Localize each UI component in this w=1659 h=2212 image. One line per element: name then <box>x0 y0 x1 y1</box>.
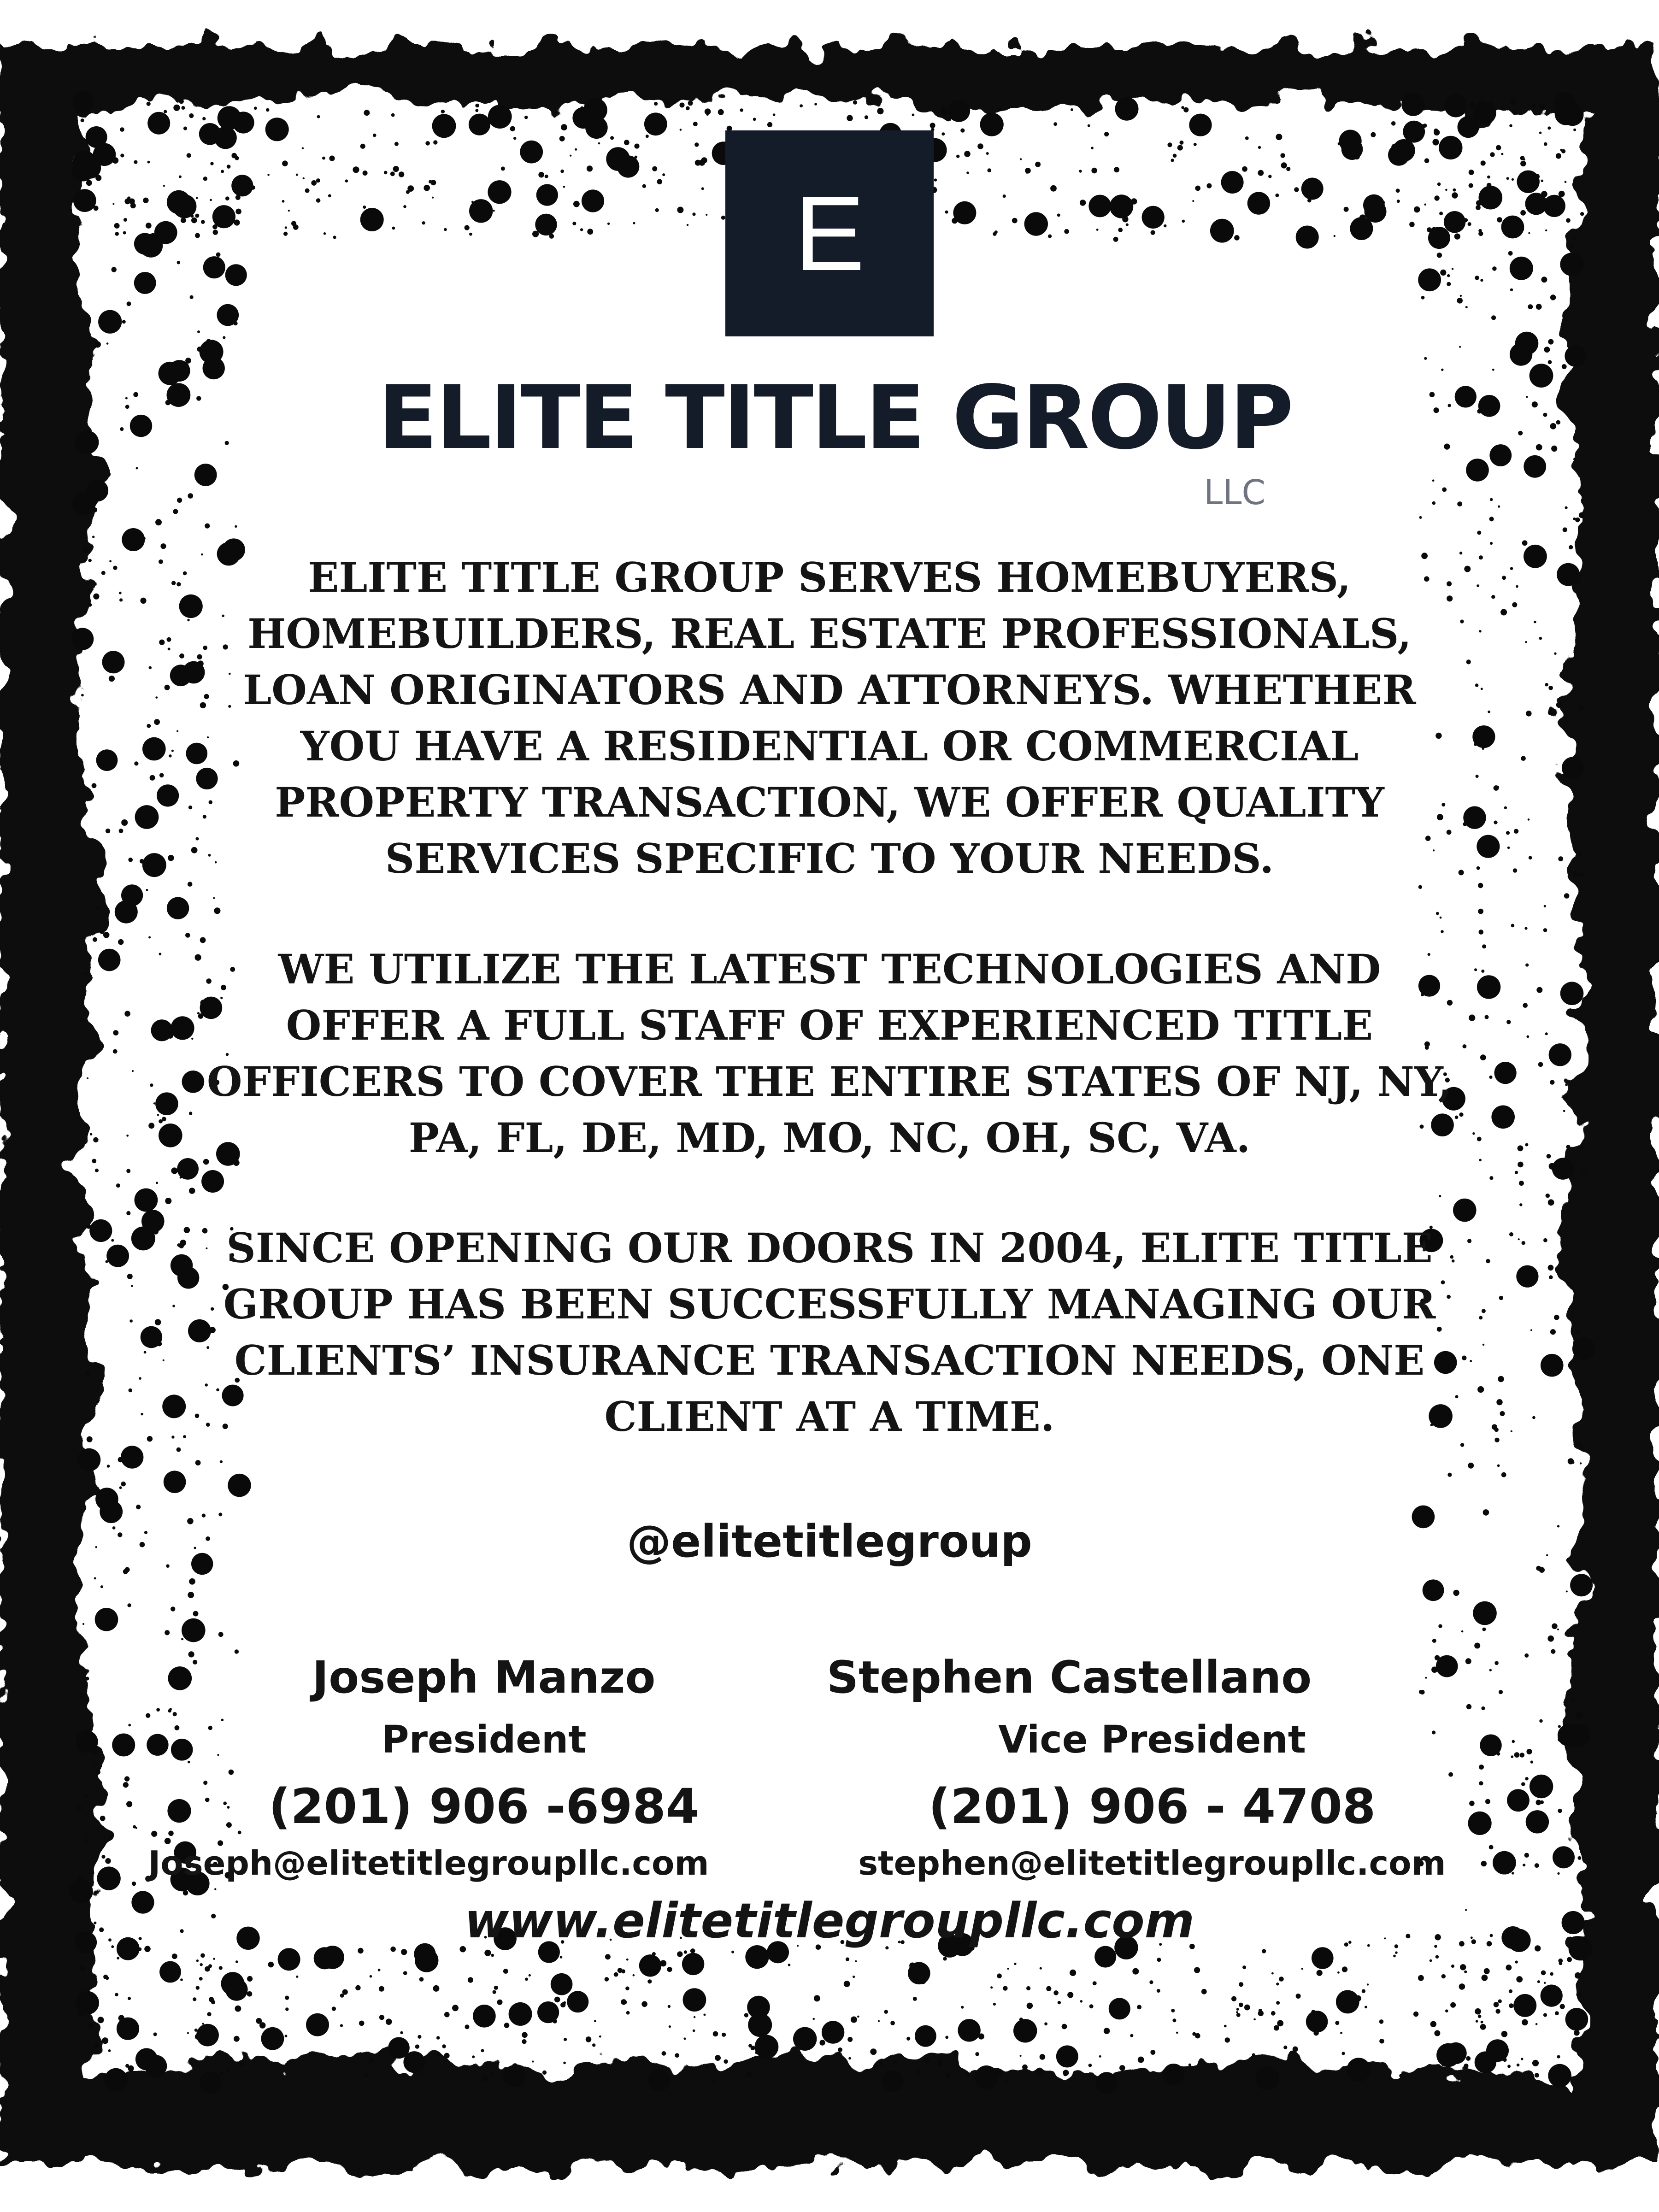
brand-name: ELITE TITLE GROUP <box>378 367 1292 469</box>
technology-paragraph: WE UTILIZE THE LATEST TECHNOLOGIES AND OFFER A FULL STAFF OF EXPERIENCED TITLE OFFICERS TO COVER THE ENTIRE STATES OF NJ, NY, PA, FL, DE, MD, MO, NC, OH, SC, VA. <box>206 945 1453 1162</box>
intro-paragraph: ELITE TITLE GROUP SERVES HOMEBUYERS, HOMEBUILDERS, REAL ESTATE PROFESSIONALS, LOAN ORIGINATORS AND ATTORNEYS. WHETHER YOU HAVE A RESIDENTIAL OR COMMERCIAL PROPERTY TRANSACTION, WE OFFER QUALITY SERVICES SPECIFIC TO YOUR NEEDS. <box>243 553 1416 882</box>
website-link[interactable]: www.elitetitlegroupllc.com <box>464 1893 1195 1949</box>
contact-name: Joseph Manzo <box>312 1652 656 1703</box>
contact-title: President <box>381 1718 587 1762</box>
contact-phone[interactable]: (201) 906 -6984 <box>268 1778 700 1835</box>
contact-email[interactable]: stephen@elitetitlegroupllc.com <box>858 1844 1446 1883</box>
contact-name: Stephen Castellano <box>826 1652 1312 1703</box>
logo-letter: E <box>794 174 865 293</box>
contact-phone[interactable]: (201) 906 - 4708 <box>928 1778 1376 1835</box>
history-paragraph: SINCE OPENING OUR DOORS IN 2004, ELITE TITLE GROUP HAS BEEN SUCCESSFULLY MANAGING OUR CLIENTS’ INSURANCE TRANSACTION NEEDS, ONE CLIENT AT A TIME. <box>223 1224 1436 1441</box>
logo-mark <box>725 130 934 336</box>
contact-email[interactable]: Joseph@elitetitlegroupllc.com <box>148 1844 709 1883</box>
social-handle[interactable]: @elitetitlegroup <box>627 1516 1032 1567</box>
contact-title: Vice President <box>998 1718 1306 1762</box>
brand-suffix: LLC <box>1204 473 1266 512</box>
